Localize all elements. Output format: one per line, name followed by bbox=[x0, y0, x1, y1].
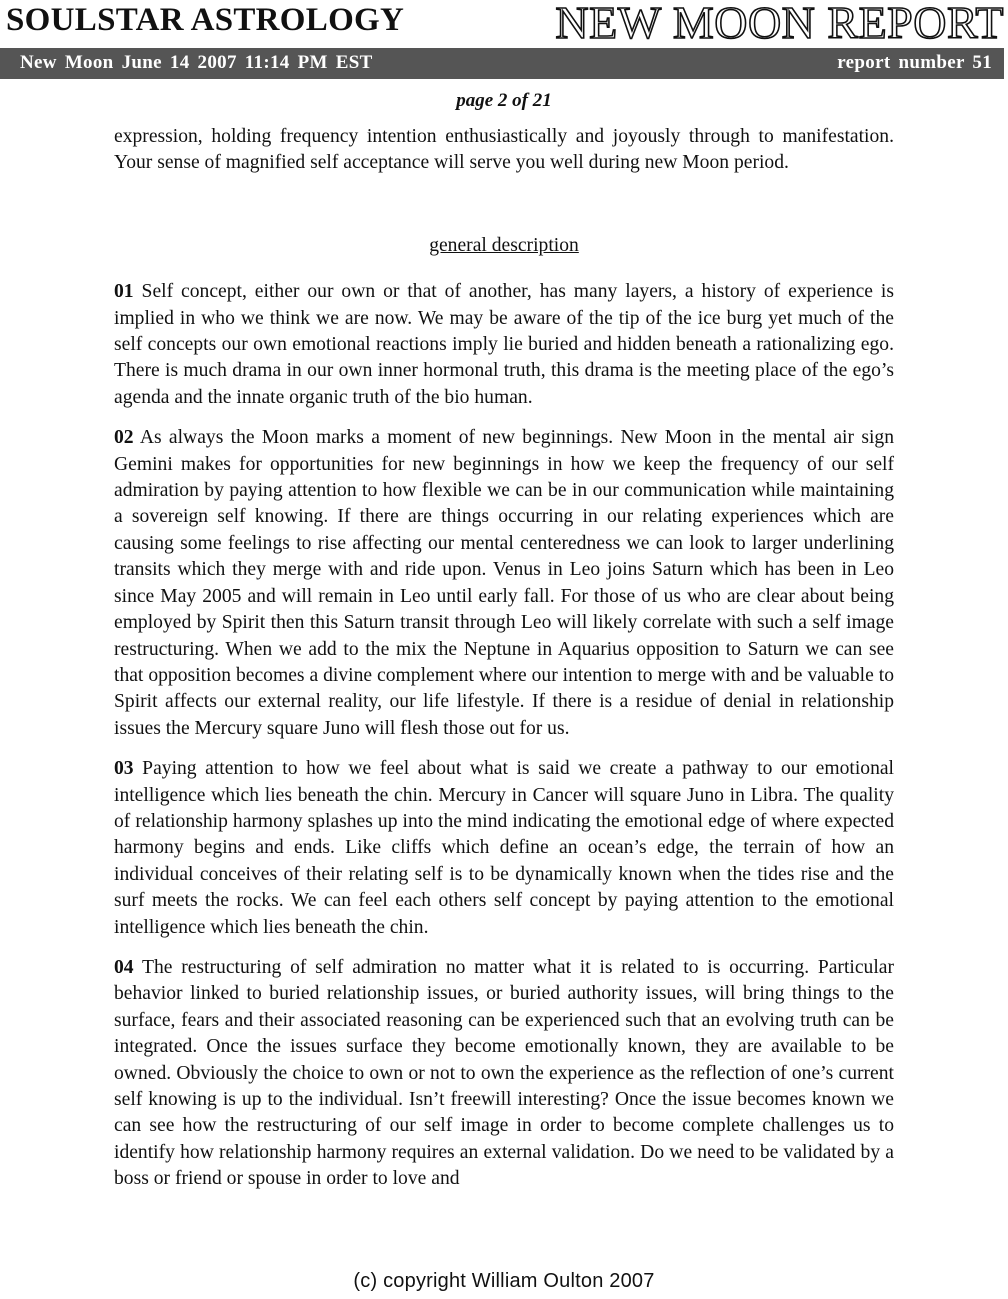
report-number: report number 51 bbox=[837, 52, 992, 73]
paragraph-03 bbox=[114, 756, 894, 941]
paragraph-02 bbox=[114, 425, 894, 742]
intro-paragraph: expression, holding frequency intention enthusiastically and joyously through to manifestation. Your sense of magnified self acceptance will serve you well during new Moon period. bbox=[114, 126, 894, 174]
page-number: page 2 of 21 bbox=[456, 90, 552, 111]
paragraph-01 bbox=[114, 279, 894, 411]
paragraph-number: 01 bbox=[114, 281, 134, 303]
section-heading: general description bbox=[429, 234, 579, 256]
paragraph-text: Self concept, either our own or that of another, has many layers, a history of experience is implied in who we think we are now. We may be aware of the tip of the ice burg yet much of the self concepts our own emotional reactions imply lie buried and hidden beneath a rationalizing ego. There is much drama in our own inner hormonal truth, this drama is the meeting place of the ego’s agenda and the innate organic truth of the bio human. bbox=[114, 281, 894, 408]
paragraph-text: Paying attention to how we feel about what is said we create a pathway to our emotional intelligence which lies beneath the chin. Mercury in Cancer will square Juno in Libra. The quality of relationship harmony splashes up into the mind indicating the emotional edge of where expected harmony begins and ends. Like cliffs which define an ocean’s edge, the terrain of how an individual conceives of their relating self is to be dynamically known when the tides rise and the surf meets the rocks. We can feel each others self concept by paying attention to the emotional intelligence which lies beneath the chin. bbox=[114, 758, 895, 938]
paragraph-04 bbox=[114, 955, 894, 1193]
paragraph-number: 02 bbox=[114, 427, 134, 449]
new-moon-datetime: New Moon June 14 2007 11:14 PM EST bbox=[20, 52, 373, 73]
paragraph-number: 04 bbox=[114, 956, 134, 978]
paragraph-text: The restructuring of self admiration no matter what it is related to is occurring. Particular behavior linked to buried relationship issues, or buried authority issues, will bring things to the surface, fears and their associated reasoning can be experienced such that an evolving truth can be integrated. Once the issues surface they become emotionally known, they are available to be owned. Obviously the choice to own or not to own the experience as the reflection of one’s current self knowing is up to the individual. Isn’t freewill interesting? Once the issue becomes known we can see how the restructuring of our self image in order to become complete challenges us to identify how relationship harmony requires an external validation. Do we need to be validated by a boss or friend or spouse in order to love and bbox=[114, 956, 895, 1190]
report-body bbox=[114, 124, 894, 1207]
masthead bbox=[0, 0, 1008, 46]
paragraph-number: 03 bbox=[114, 758, 134, 780]
copyright-footer: (c) copyright William Oulton 2007 bbox=[353, 1270, 655, 1292]
brand-name: SOULSTAR ASTROLOGY bbox=[6, 2, 405, 38]
report-title: NEW MOON REPORT bbox=[555, 0, 1004, 48]
paragraph-text: As always the Moon marks a moment of new beginnings. New Moon in the mental air sign Gemini makes for opportunities for new beginnings in how we keep the frequency of our self admiration by paying attention to how flexible we can be in our communication while maintaining a sovereign self knowing. If there are things occurring in our relating experiences which are causing some feelings to rise affecting our mental centeredness we can look to larger underlining transits which they merge with and ride upon. Venus in Leo joins Saturn which has been in Leo since May 2005 and will remain in Leo until early fall. For those of us who are clear about being employed by Spirit then this Saturn transit through Leo will likely correlate with such a self image restructuring. When we add to the mix the Neptune in Aquarius opposition to Saturn we can see that opposition becomes a divine complement where our intention to merge with and be valuable to Spirit affects our external reality, our life lifestyle. If there is a residue of denial in relationship issues the Mercury square Juno will flesh those out for us. bbox=[114, 427, 894, 739]
info-bar bbox=[0, 48, 1004, 79]
